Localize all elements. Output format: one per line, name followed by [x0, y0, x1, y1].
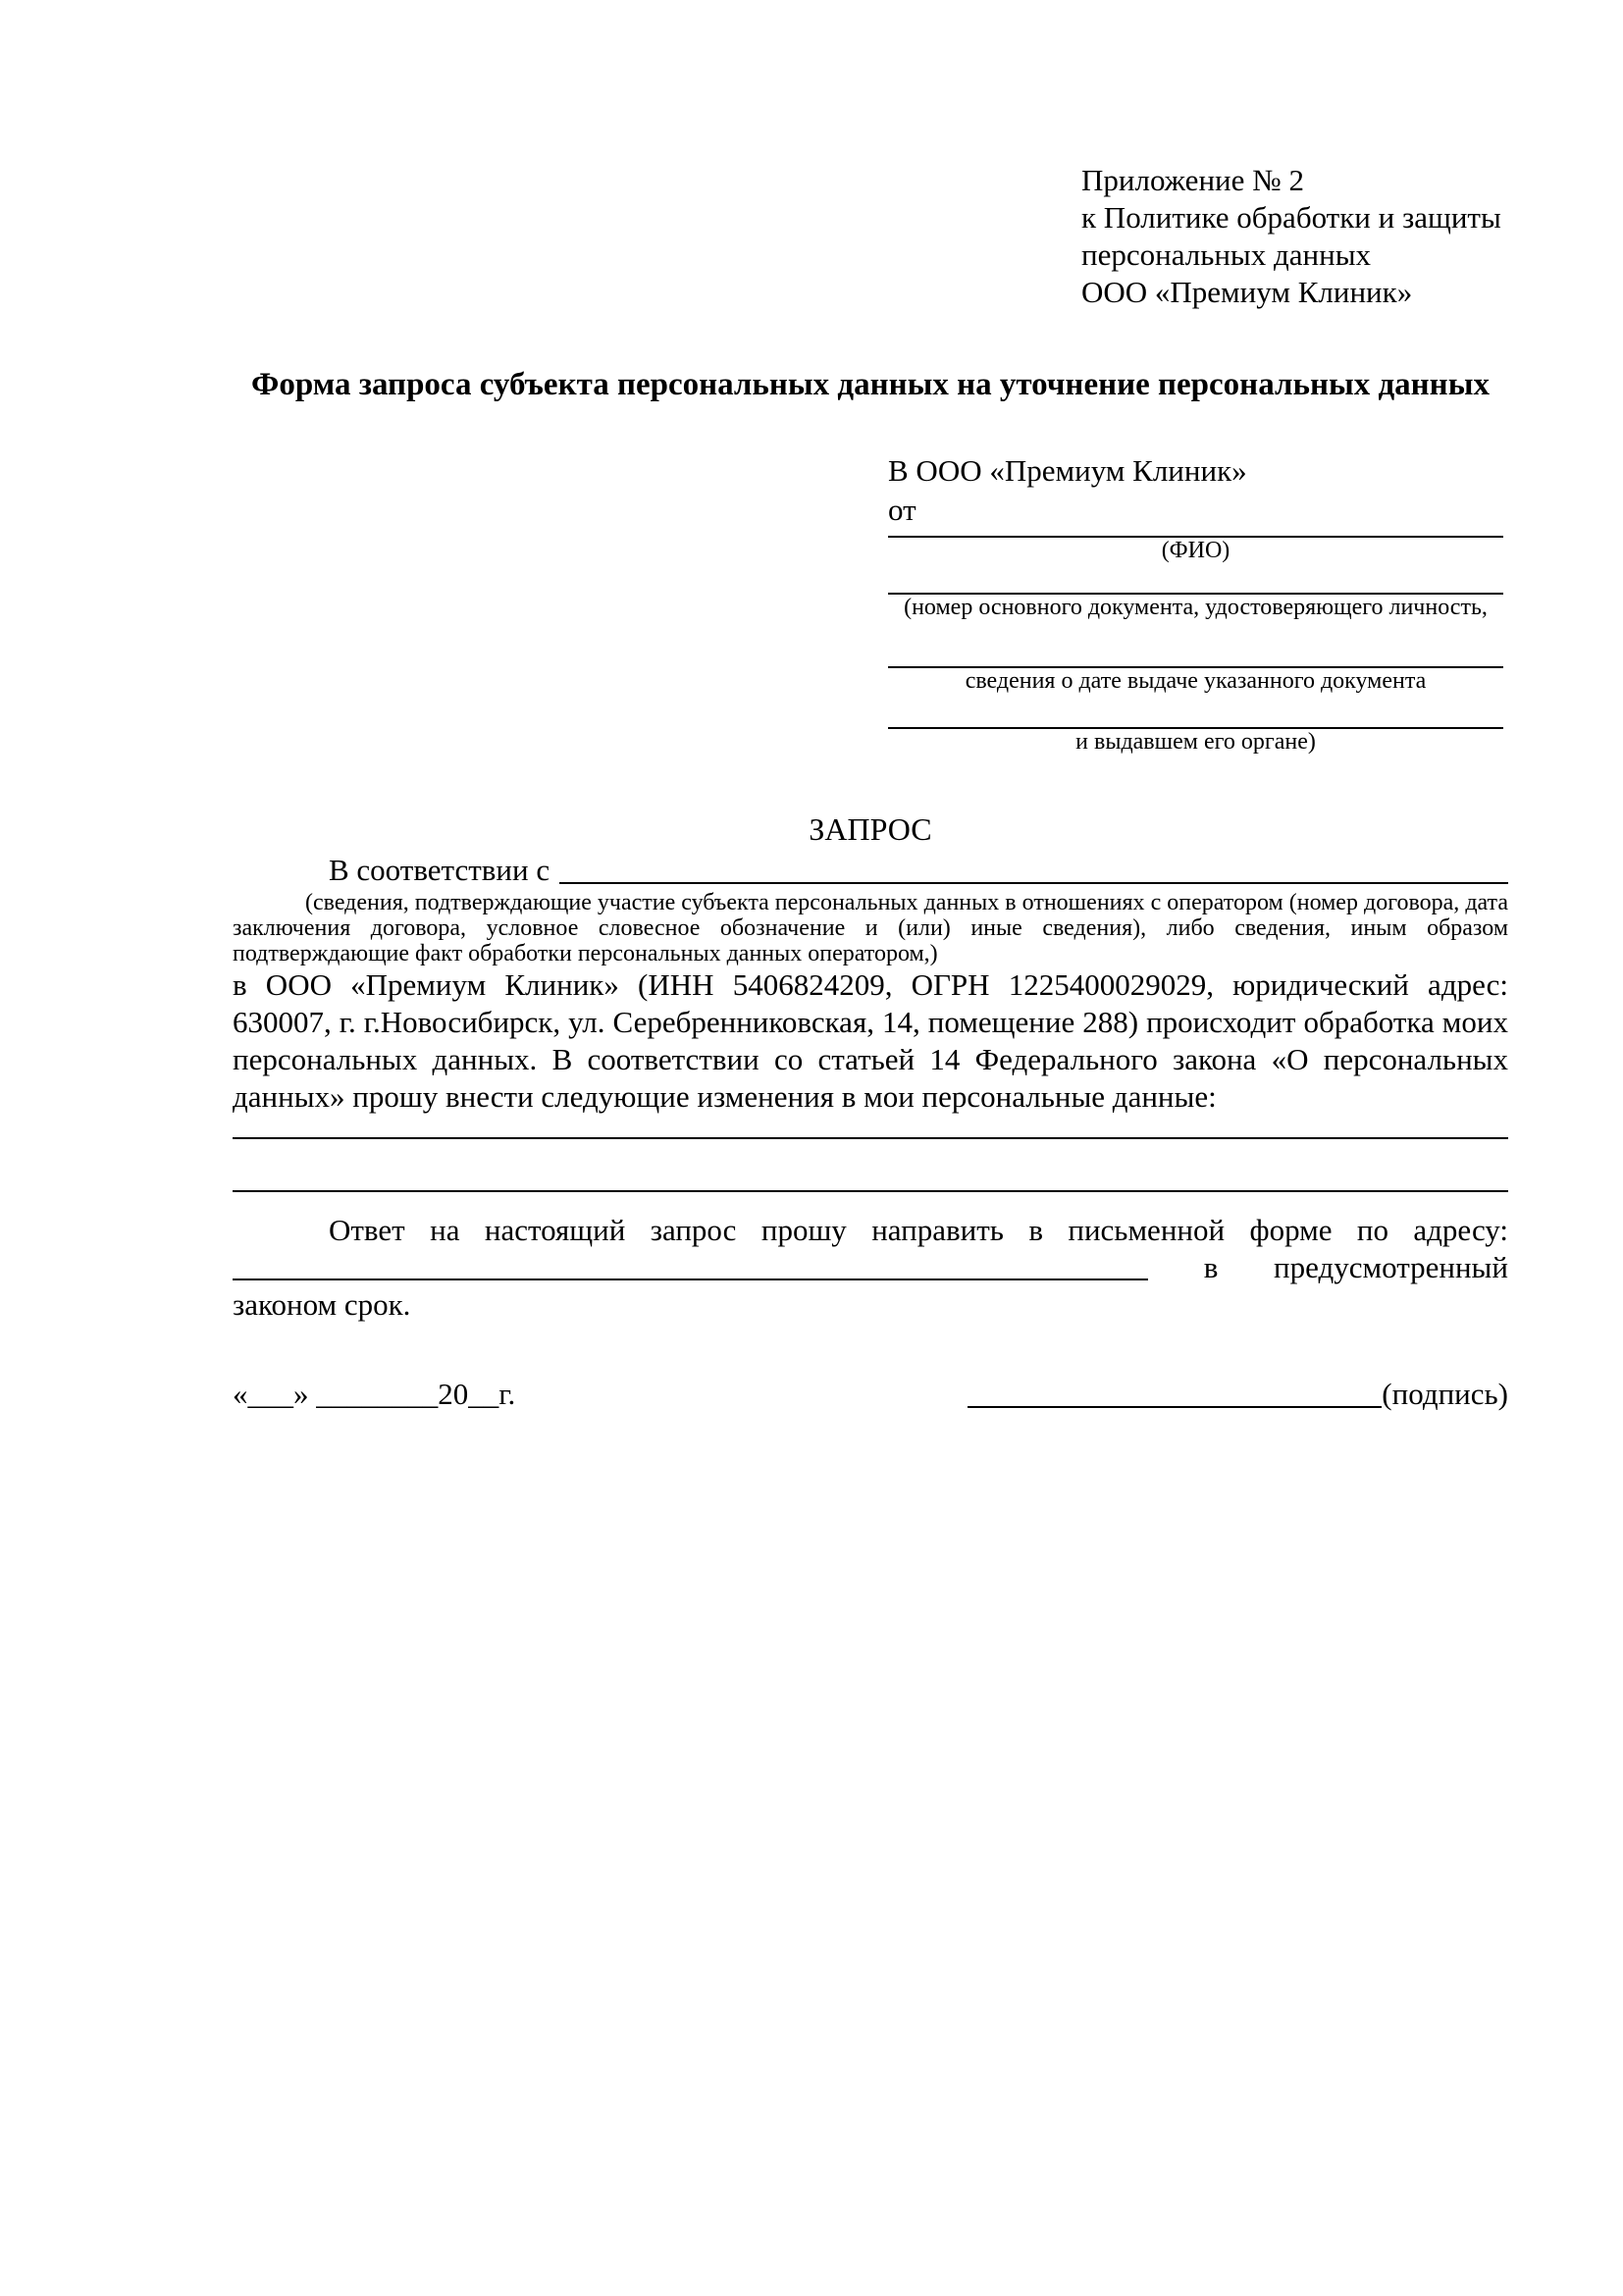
signature-caption: (подпись): [1382, 1377, 1508, 1411]
document-title: Форма запроса субъекта персональных данных на уточнение персональных данных: [251, 367, 1490, 402]
basis-line: [233, 851, 1508, 890]
addressee-to: В ООО «Премиум Клиник»: [888, 453, 1247, 488]
fio-caption: (ФИО): [1161, 538, 1230, 563]
issuing-authority-caption: и выдавшем его органе): [1075, 729, 1316, 755]
basis-input-line[interactable]: [559, 851, 1508, 884]
document-content: [233, 162, 1508, 1414]
answer-word-v: в: [1203, 1250, 1219, 1284]
addressee-from-label: от: [888, 493, 916, 527]
appendix-header-line-1: Приложение № 2: [1081, 163, 1304, 197]
fio-input-line[interactable]: [888, 530, 1503, 538]
request-heading: ЗАПРОС: [809, 811, 932, 847]
signature-group: [968, 1375, 1508, 1414]
issue-date-input-line[interactable]: [888, 620, 1503, 668]
answer-address-line: [233, 1249, 1508, 1286]
request-body: в ООО «Премиум Клиник» (ИНН 5406824209, ОГРН 1225400029029, юридический адрес: 630007, г. г.Новосибирск, ул. Серебренниковская, 14, помещение 288) происходит обработка моих персональных данных. В соответствии со статьей 14 Федерального закона «О персональных данных» прошу внести следующие изменения в мои персональные данные:: [233, 967, 1508, 1114]
appendix-header: [1081, 162, 1508, 311]
answer-word-predusmotrennyj: предусмотренный: [1274, 1250, 1508, 1284]
signature-input-line[interactable]: [968, 1406, 1382, 1408]
document-number-input-line[interactable]: [888, 563, 1503, 595]
document-number-caption: (номер основного документа, удостоверяющего личность,: [904, 595, 1488, 620]
changes-input-line-2[interactable]: [233, 1139, 1508, 1192]
addressee-block: [888, 451, 1503, 755]
date-blank-line[interactable]: «___» ________20__г.: [233, 1377, 516, 1411]
issuing-authority-input-line[interactable]: [888, 694, 1503, 729]
issue-date-caption: сведения о дате выдаче указанного документа: [965, 668, 1427, 694]
answer-sentence: Ответ на настоящий запрос прошу направить в письменной форме по адресу:: [329, 1213, 1508, 1247]
date-signature-row: [233, 1375, 1508, 1414]
appendix-header-line-3: персональных данных: [1081, 237, 1372, 272]
appendix-header-line-2: к Политике обработки и защиты: [1081, 200, 1501, 235]
answer-tail: законом срок.: [233, 1287, 411, 1322]
appendix-header-line-4: ООО «Премиум Клиник»: [1081, 275, 1413, 309]
changes-input-line-1[interactable]: [233, 1116, 1508, 1139]
address-input-line[interactable]: [233, 1249, 1148, 1280]
basis-prefix: В соответствии с: [329, 853, 550, 887]
basis-footnote: (сведения, подтверждающие участие субъекта персональных данных в отношениях с оператором (номер договора, дата заключения договора, условное словесное обозначение и (или) иные сведения), либо сведения, иным образом подтверждающие факт обработки персональных данных оператором,): [233, 890, 1508, 966]
